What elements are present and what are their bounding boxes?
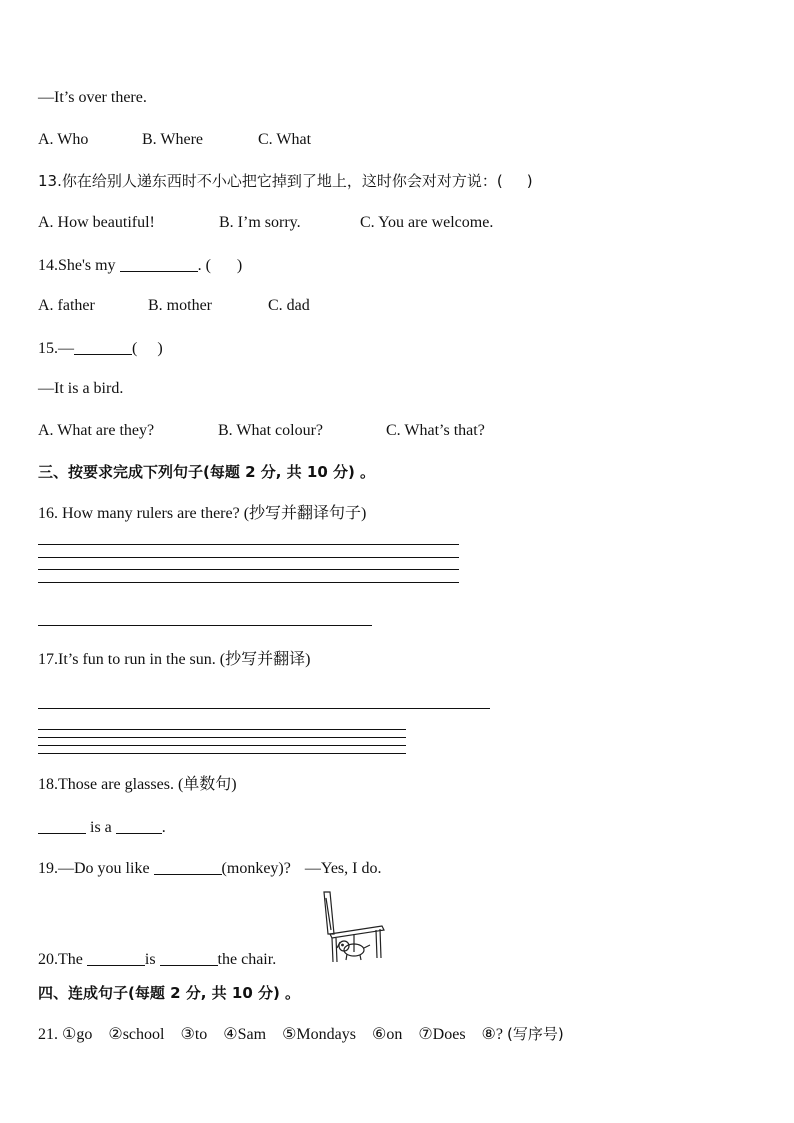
q15-answer-line: —It is a bird. xyxy=(38,380,124,397)
word-chip: ⑥on xyxy=(371,1026,403,1043)
q21-note: (写序号) xyxy=(507,1025,564,1043)
option-a: A. How beautiful! xyxy=(38,214,155,231)
q20-prefix: 20.The xyxy=(38,951,83,968)
option-b: B. I’m sorry. xyxy=(219,214,301,231)
q17-stem: 17.It’s fun to run in the sun. (抄写并翻译) xyxy=(38,651,311,668)
q14-stem-prefix: 14.She's my xyxy=(38,257,116,274)
answer-blank[interactable] xyxy=(154,858,222,875)
answer-blank[interactable] xyxy=(120,255,198,272)
word-chip: ⑦Does xyxy=(418,1026,466,1043)
writing-line[interactable] xyxy=(38,582,459,583)
q19-stem xyxy=(38,858,381,879)
option-c: C. What xyxy=(258,131,312,148)
section-three-title: 三、按要求完成下列句子(每题 2 分, 共 10 分) 。 xyxy=(38,463,376,481)
q15-stem-prefix: 15.— xyxy=(38,340,74,357)
writing-line[interactable] xyxy=(38,729,406,730)
q16-stem: 16. How many rulers are there? (抄写并翻译句子) xyxy=(38,505,367,522)
chair-with-dog-illustration xyxy=(320,890,386,964)
q15-paren-close: ) xyxy=(157,340,163,357)
writing-line[interactable] xyxy=(38,569,459,570)
option-c: C. dad xyxy=(268,297,310,314)
q14-stem xyxy=(38,255,242,276)
option-c: C. What’s that? xyxy=(386,422,485,439)
writing-line[interactable] xyxy=(38,737,406,738)
writing-line[interactable] xyxy=(38,745,406,746)
q21-number: 21. xyxy=(38,1026,58,1043)
q12-options xyxy=(38,130,311,150)
q14-stem-suffix: . ( xyxy=(197,257,211,274)
word-chip: ②school xyxy=(108,1026,165,1043)
q15-stem xyxy=(38,338,163,359)
q18-stem: 18.Those are glasses. (单数句) xyxy=(38,776,237,793)
translation-line[interactable] xyxy=(38,625,372,626)
q19-prefix: 19.—Do you like xyxy=(38,860,150,877)
q20-stem xyxy=(38,949,276,970)
q18-end: . xyxy=(161,819,166,836)
writing-line[interactable] xyxy=(38,753,406,754)
option-c: C. You are welcome. xyxy=(360,214,494,231)
writing-line[interactable] xyxy=(38,544,459,545)
word-chip: ⑤Mondays xyxy=(282,1026,356,1043)
option-b: B. Where xyxy=(142,131,204,148)
word-chip: ①go xyxy=(62,1026,93,1043)
answer-blank[interactable] xyxy=(87,949,145,966)
q13-stem-text: 13.你在给别人递东西时不小心把它掉到了地上，这时你会对对方说：( xyxy=(38,172,503,190)
word-chip: ④Sam xyxy=(223,1026,267,1043)
q18-answer xyxy=(38,817,166,838)
q13-paren-close: ) xyxy=(526,172,533,190)
section-four-title: 四、连成句子(每题 2 分, 共 10 分) 。 xyxy=(38,984,301,1002)
q15-stem-suffix: ( xyxy=(132,340,138,357)
answer-blank[interactable] xyxy=(160,949,218,966)
q13-options xyxy=(38,213,493,233)
answer-blank[interactable] xyxy=(74,338,132,355)
q19-hint: (monkey)? xyxy=(221,860,291,877)
option-a: A. Who xyxy=(38,131,89,148)
q21-stem xyxy=(38,1024,564,1045)
q12-answer-line: —It’s over there. xyxy=(38,89,147,106)
q20-middle: is xyxy=(144,951,156,968)
q19-reply: —Yes, I do. xyxy=(304,860,382,877)
option-a: A. father xyxy=(38,297,95,314)
answer-blank[interactable] xyxy=(38,817,86,834)
q14-paren-close: ) xyxy=(236,257,243,274)
answer-blank[interactable] xyxy=(116,817,162,834)
translation-line[interactable] xyxy=(38,708,490,709)
word-chip: ⑧? xyxy=(481,1026,503,1043)
writing-line[interactable] xyxy=(38,557,459,558)
word-chip: ③to xyxy=(180,1026,208,1043)
option-a: A. What are they? xyxy=(38,422,155,439)
q15-options xyxy=(38,421,485,441)
q18-middle: is a xyxy=(90,819,112,836)
q14-options xyxy=(38,296,310,316)
q13-stem xyxy=(38,171,533,191)
q20-suffix: the chair. xyxy=(217,951,277,968)
option-b: B. mother xyxy=(148,297,212,314)
option-b: B. What colour? xyxy=(218,422,324,439)
